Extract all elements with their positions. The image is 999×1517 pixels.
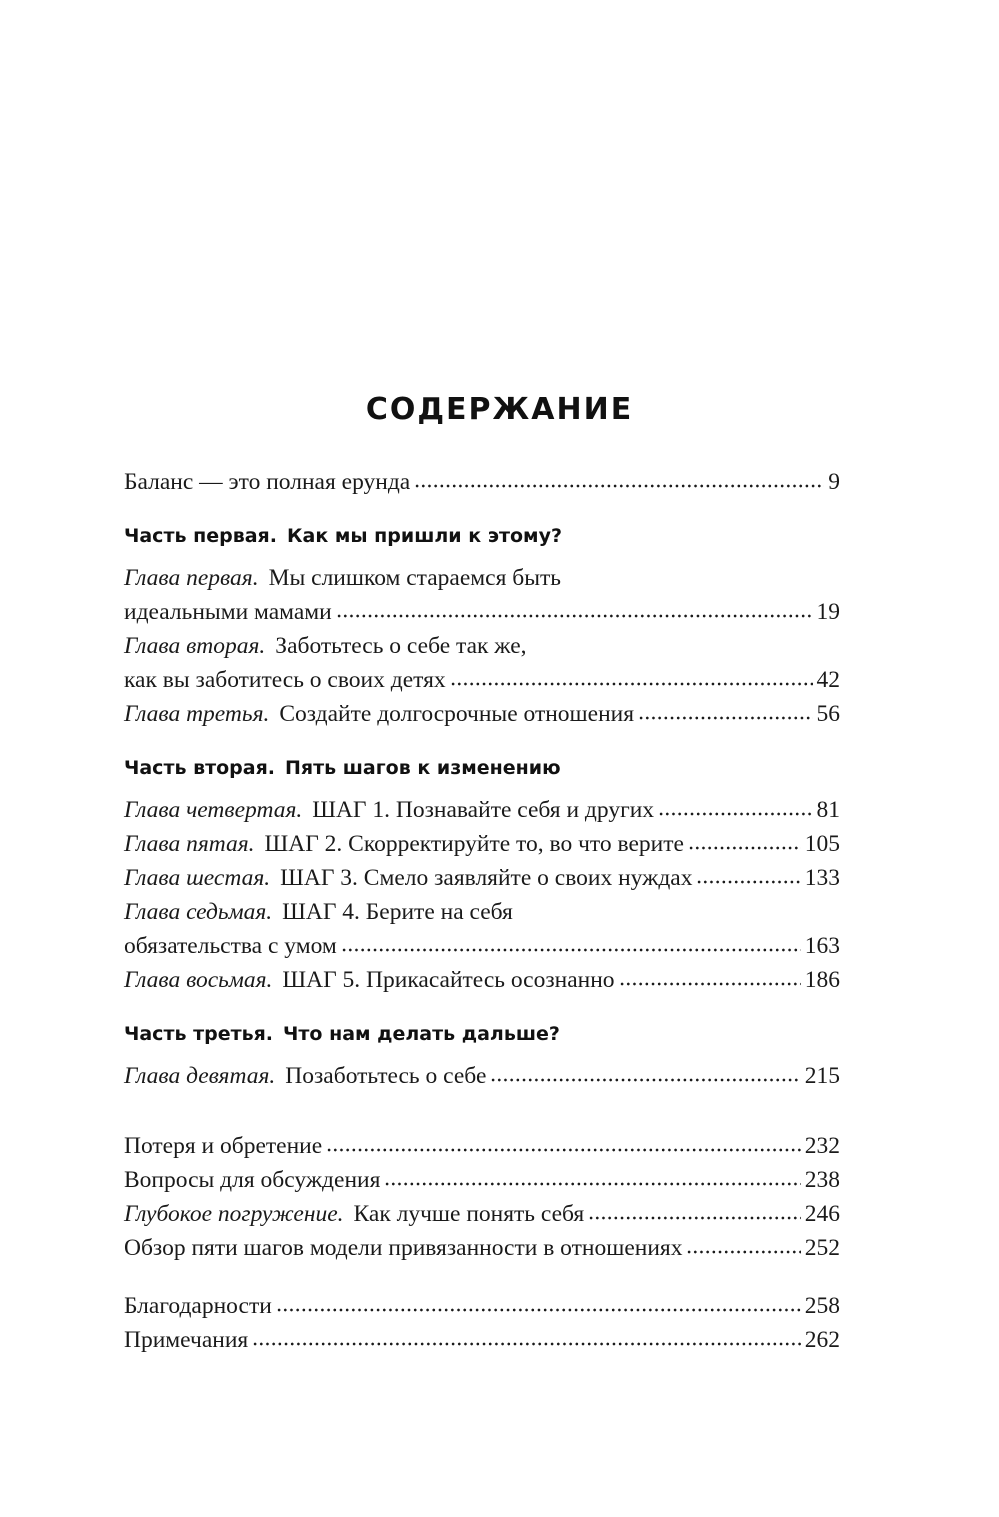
chapter-label: Глава седьмая. bbox=[124, 899, 273, 925]
chapter-label: Глава четвертая. bbox=[124, 797, 303, 823]
dot-leader bbox=[336, 614, 813, 618]
entry-text: Благодарности bbox=[124, 1293, 272, 1319]
entry-text: Вопросы для обсуждения bbox=[124, 1167, 381, 1193]
page-number: 246 bbox=[804, 1201, 840, 1227]
part-label: Часть третья. bbox=[124, 1023, 274, 1045]
dot-leader bbox=[588, 1216, 801, 1220]
dot-leader bbox=[686, 1250, 800, 1254]
part-title: Пять шагов к изменению bbox=[285, 757, 561, 779]
page-number: 56 bbox=[816, 701, 840, 727]
entry-text: Как лучше понять себя bbox=[353, 1201, 585, 1227]
page-number: 9 bbox=[828, 469, 840, 495]
dot-leader bbox=[490, 1078, 800, 1082]
chapter-label: Глава вторая. bbox=[124, 633, 266, 659]
dot-leader bbox=[619, 982, 801, 986]
page-number: 258 bbox=[804, 1293, 840, 1319]
entry-text: Баланс — это полная ерунда bbox=[124, 469, 411, 495]
toc-entry-chapter-4[interactable] bbox=[124, 793, 840, 827]
chapter-title-line-2: идеальными мамами bbox=[124, 599, 332, 625]
toc-entry-loss[interactable] bbox=[124, 1129, 840, 1163]
chapter-title: Создайте долгосрочные отношения bbox=[279, 701, 635, 727]
part-heading-3 bbox=[124, 1017, 840, 1051]
toc-entry-intro[interactable] bbox=[124, 465, 840, 499]
toc-entry-chapter-1[interactable] bbox=[124, 561, 840, 629]
toc-entry-chapter-3[interactable] bbox=[124, 697, 840, 731]
dot-leader bbox=[326, 1148, 801, 1152]
entry-text: Потеря и обретение bbox=[124, 1133, 323, 1159]
dot-leader bbox=[414, 484, 824, 488]
dot-leader bbox=[276, 1308, 801, 1312]
dot-leader bbox=[638, 716, 812, 720]
dot-leader bbox=[688, 846, 801, 850]
part-title: Как мы пришли к этому? bbox=[286, 525, 562, 547]
chapter-title: ШАГ 5. Прикасайтесь осознанно bbox=[282, 967, 615, 993]
chapter-title: Позаботьтесь о себе bbox=[285, 1063, 487, 1089]
chapter-label: Глава пятая. bbox=[124, 831, 255, 857]
page-number: 215 bbox=[804, 1063, 840, 1089]
page-number: 186 bbox=[804, 967, 840, 993]
dot-leader bbox=[341, 948, 801, 952]
toc-entry-chapter-9[interactable] bbox=[124, 1059, 840, 1093]
entry-label: Глубокое погружение. bbox=[124, 1201, 344, 1227]
chapter-label: Глава девятая. bbox=[124, 1063, 276, 1089]
chapter-title-line-2: как вы заботитесь о своих детях bbox=[124, 667, 446, 693]
page-number: 42 bbox=[816, 667, 840, 693]
page-number: 163 bbox=[804, 933, 840, 959]
toc-entry-questions[interactable] bbox=[124, 1163, 840, 1197]
chapter-title-line-1: Заботьтесь о себе так же, bbox=[275, 633, 527, 659]
part-label: Часть вторая. bbox=[124, 757, 276, 779]
toc-entry-deep-dive[interactable] bbox=[124, 1197, 840, 1231]
page-number: 133 bbox=[804, 865, 840, 891]
chapter-title: ШАГ 2. Скорректируйте то, во что верите bbox=[264, 831, 684, 857]
chapter-label: Глава третья. bbox=[124, 701, 270, 727]
chapter-title: ШАГ 1. Познавайте себя и других bbox=[312, 797, 655, 823]
chapter-title-line-2: обязательства с умом bbox=[124, 933, 337, 959]
chapter-title-line-1: Мы слишком стараемся быть bbox=[268, 565, 562, 591]
page-number: 238 bbox=[804, 1167, 840, 1193]
dot-leader bbox=[384, 1182, 800, 1186]
dot-leader bbox=[696, 880, 800, 884]
page-number: 232 bbox=[804, 1133, 840, 1159]
toc-entry-chapter-5[interactable] bbox=[124, 827, 840, 861]
page-number: 81 bbox=[816, 797, 840, 823]
toc-entry-chapter-6[interactable] bbox=[124, 861, 840, 895]
page-number: 105 bbox=[804, 831, 840, 857]
page-title: СОДЕРЖАНИЕ bbox=[365, 392, 634, 427]
part-heading-2 bbox=[124, 751, 840, 785]
chapter-label: Глава восьмая. bbox=[124, 967, 273, 993]
toc-entry-chapter-7[interactable] bbox=[124, 895, 840, 963]
page-number: 262 bbox=[804, 1327, 840, 1353]
dot-leader bbox=[658, 812, 812, 816]
part-heading-1 bbox=[124, 519, 840, 553]
chapter-label: Глава шестая. bbox=[124, 865, 271, 891]
table-of-contents bbox=[124, 465, 840, 1357]
toc-entry-thanks[interactable] bbox=[124, 1289, 840, 1323]
chapter-title-line-1: ШАГ 4. Берите на себя bbox=[282, 899, 513, 925]
page-number: 19 bbox=[816, 599, 840, 625]
toc-entry-chapter-2[interactable] bbox=[124, 629, 840, 697]
toc-entry-chapter-8[interactable] bbox=[124, 963, 840, 997]
page-number: 252 bbox=[804, 1235, 840, 1261]
toc-entry-notes[interactable] bbox=[124, 1323, 840, 1357]
dot-leader bbox=[450, 682, 813, 686]
part-title: Что нам делать дальше? bbox=[283, 1023, 560, 1045]
chapter-label: Глава первая. bbox=[124, 565, 259, 591]
entry-text: Обзор пяти шагов модели привязанности в отношениях bbox=[124, 1235, 683, 1261]
dot-leader bbox=[252, 1342, 801, 1346]
chapter-title: ШАГ 3. Смело заявляйте о своих нуждах bbox=[280, 865, 693, 891]
toc-entry-review[interactable] bbox=[124, 1231, 840, 1265]
entry-text: Примечания bbox=[124, 1327, 249, 1353]
part-label: Часть первая. bbox=[124, 525, 277, 547]
